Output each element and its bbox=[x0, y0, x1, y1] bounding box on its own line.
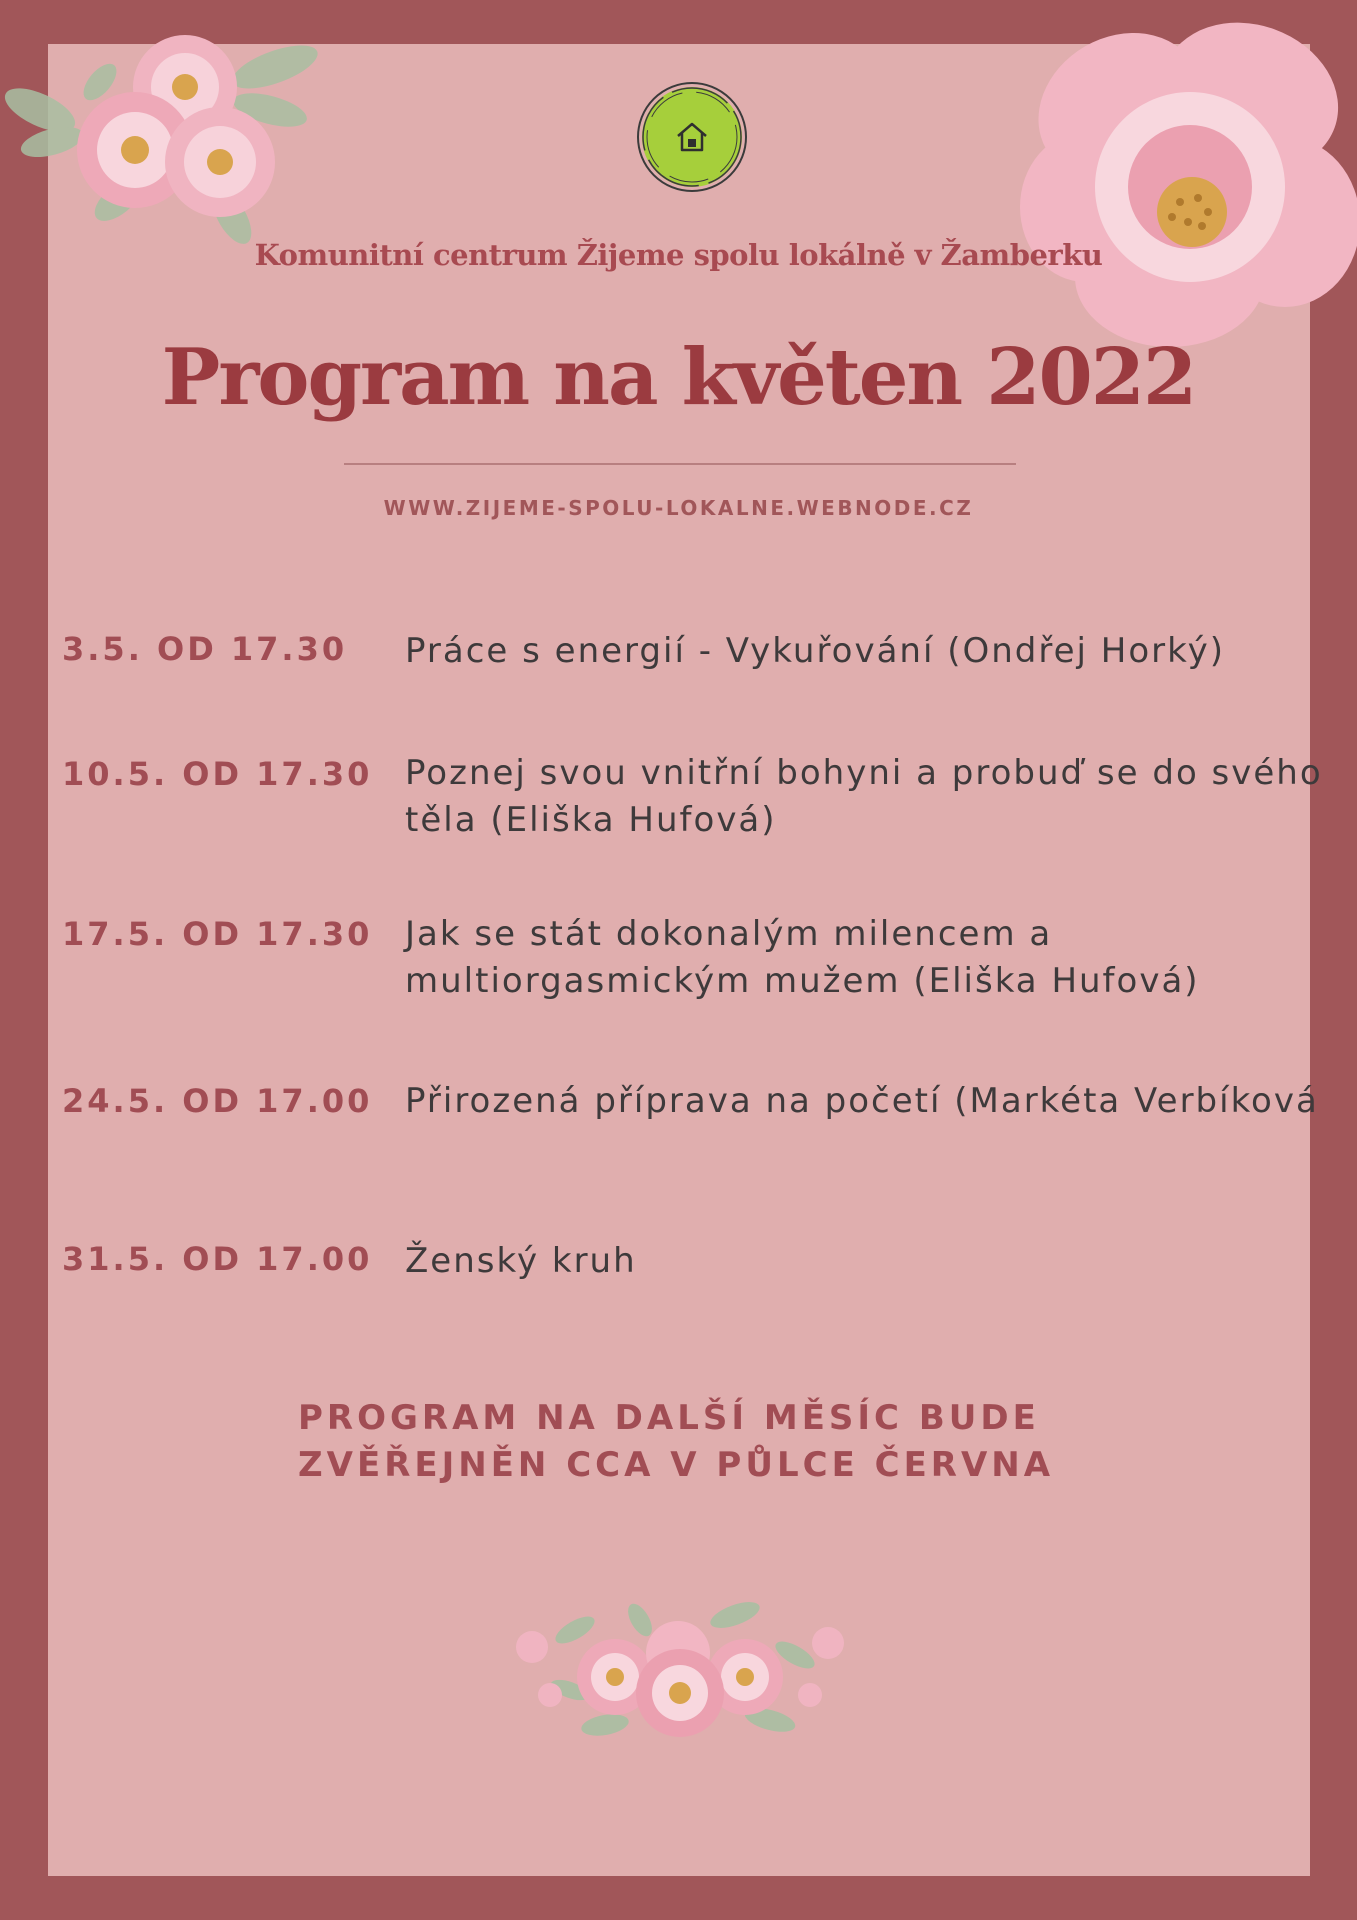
event-date: 17.5. OD 17.30 bbox=[62, 915, 373, 953]
event-date: 24.5. OD 17.00 bbox=[62, 1082, 373, 1120]
event-title: Práce s energií - Vykuřování (Ondřej Horký) bbox=[405, 631, 1226, 671]
logo-house-icon bbox=[633, 78, 751, 196]
event-title: Přirozená příprava na početí (Markéta Verbíková bbox=[405, 1081, 1319, 1121]
organization-name: Komunitní centrum Žijeme spolu lokálně v Žamberku bbox=[254, 238, 1103, 272]
event-date: 10.5. OD 17.30 bbox=[62, 755, 373, 793]
flower-cluster-top-left-icon bbox=[0, 22, 330, 262]
title-divider bbox=[344, 463, 1016, 465]
note-line-2: ZVĚŘEJNĚN CCA V PŮLCE ČERVNA bbox=[298, 1445, 1055, 1485]
next-program-note bbox=[298, 1395, 1098, 1489]
page-title: Program na květen 2022 bbox=[161, 332, 1196, 423]
note-line-1: PROGRAM NA DALŠÍ MĚSÍC BUDE bbox=[298, 1398, 1040, 1438]
website-link[interactable]: WWW.ZIJEME-SPOLU-LOKALNE.WEBNODE.CZ bbox=[383, 496, 974, 520]
event-title: Jak se stát dokonalým milencem a multiorgasmickým mužem (Eliška Hufová) bbox=[405, 914, 1200, 1001]
event-title: Ženský kruh bbox=[405, 1241, 637, 1281]
flower-garland-bottom-icon bbox=[510, 1595, 850, 1755]
event-date: 31.5. OD 17.00 bbox=[62, 1240, 373, 1278]
event-date: 3.5. OD 17.30 bbox=[62, 630, 348, 668]
flower-large-top-right-icon bbox=[1020, 12, 1357, 357]
event-title: Poznej svou vnitřní bohyni a probuď se do svého těla (Eliška Hufová) bbox=[405, 753, 1323, 840]
